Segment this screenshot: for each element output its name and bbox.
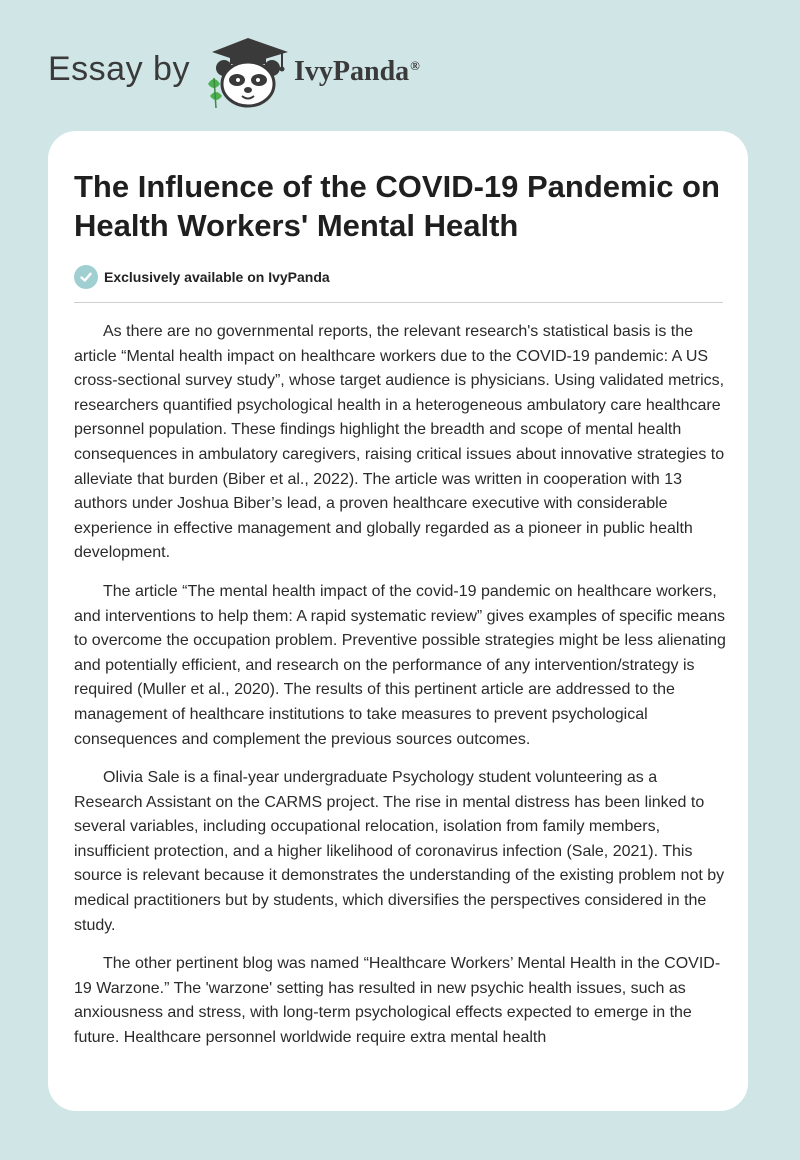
check-icon [74,265,98,289]
paragraph: The article “The mental health impact of the covid-19 pandemic on healthcare workers, and interventions to help them: A rapid systematic review” gives examples of specific means to overcome the occupation problem. Preventive possible strategies might be less alienating and potentially efficient, and research on the performance of any intervention/strategy is required (Muller et al., 2020). The results of this pertinent article are addressed to the management of healthcare institutions to take measures to prevent psychological consequences and complement the previous sources outcomes. [74,582,726,748]
badge-text: Exclusively available on IvyPanda [104,269,330,285]
essay-by-label: Essay by [48,50,190,88]
paragraph: Olivia Sale is a final-year undergraduate Psychology student volunteering as a Research Assistant on the CARMS project. The rise in mental distress has been linked to several variables, including occupational relocation, isolation from family members, insufficient protection, and a higher likelihood of coronavirus infection (Sale, 2021). This source is relevant because it demonstrates the understanding of the existing problem not by medical practitioners but by students, which diversifies the perspectives considered in the study. [74,769,725,934]
article-body [74,320,728,1065]
paragraph: The other pertinent blog was named “Healthcare Workers’ Mental Health in the COVID-19 Warzone.” The 'warzone' setting has resulted in new psychic health issues, such as anxiousness and stress, with long-term psychological effects expected to emerge in the future. Healthcare personnel worldwide require extra mental health [74,955,721,1047]
registered-mark: ® [410,58,420,73]
exclusive-badge [74,264,330,290]
panda-logo-icon[interactable] [202,34,294,110]
article-title: The Influence of the COVID-19 Pandemic on Health Workers' Mental Health [74,169,720,243]
divider [74,302,723,303]
brand-text: IvyPanda [294,56,410,87]
paragraph: As there are no governmental reports, the relevant research's statistical basis is the article “Mental health impact on healthcare workers due to the COVID-19 pandemic: A US cross-sectional survey study”, whose target audience is physicians. Using validated metrics, researchers quantified psychological health in a heterogeneous ambulatory care healthcare personnel population. These findings highlight the breadth and scope of mental health consequences in ambulatory caregivers, raising critical issues about innovative strategies to alleviate that burden (Biber et al., 2022). The article was written in cooperation with 13 authors under Joshua Biber’s lead, a proven healthcare executive with considerable experience in effective management and globally regarded as a pioneer in public health development. [74,323,725,562]
site-header [0,0,800,130]
article-card [48,131,748,1111]
brand-name[interactable] [294,56,420,88]
